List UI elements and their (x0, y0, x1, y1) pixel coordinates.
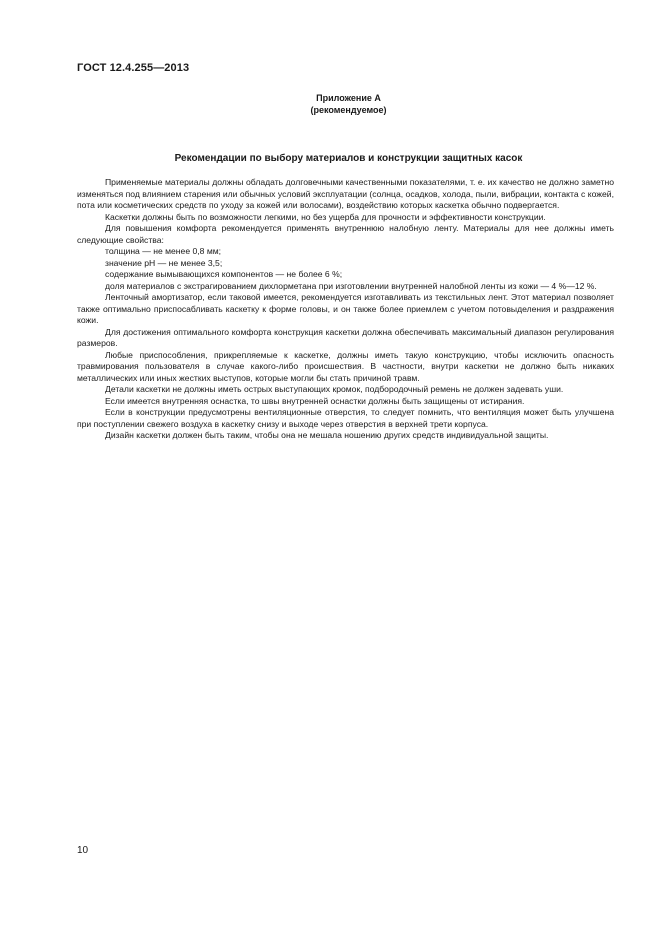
annex-title: Приложение А (316, 93, 381, 103)
list-item: доля материалов с экстрагированием дихлорметана при изготовлении внутренней налобной ленты из кожи — 4 %—12 %. (105, 280, 597, 291)
paragraph: Если в конструкции предусмотрены вентиляционные отверстия, то следует помнить, что вентиляция может быть улучшена при поступлении свежего воздуха в каскетку снизу и выходе через отверстия в верхней трети корпуса. (77, 407, 614, 429)
list-item: значение pH — не менее 3,5; (105, 257, 223, 268)
annex-heading (0, 92, 661, 116)
paragraph: Дизайн каскетки должен быть таким, чтобы она не мешала ношению других средств индивидуальной защиты. (105, 430, 549, 440)
page-number: 10 (77, 845, 89, 856)
annex-status: (рекомендуемое) (310, 105, 387, 115)
body-text (77, 177, 614, 442)
paragraph: Если имеется внутренняя оснастка, то швы внутренней оснастки должны быть защищены от истирания. (105, 395, 525, 406)
paragraph: Ленточный амортизатор, если таковой имеется, рекомендуется изготавливать из текстильных лент. Этот материал позволяет также оптимально приспосабливать каскетку к форме головы, и он также более приемлем с учетом потовыделения и раздражения кожи. (77, 292, 614, 325)
list-item: содержание вымывающихся компонентов — не более 6 %; (105, 269, 343, 279)
paragraph: Каскетки должны быть по возможности легкими, но без ущерба для прочности и эффективности конструкции. (105, 211, 546, 222)
section-title: Рекомендации по выбору материалов и конструкции защитных касок (174, 153, 523, 164)
list-item: толщина — не менее 0,8 мм; (105, 246, 222, 256)
document-code: ГОСТ 12.4.255—2013 (77, 62, 190, 74)
paragraph: Для повышения комфорта рекомендуется применять внутреннюю налобную ленту. Материалы для нее должны иметь следующие свойства: (77, 223, 614, 245)
paragraph: Для достижения оптимального комфорта конструкция каскетки должна обеспечивать максимальный диапазон регулирования размеров. (77, 326, 614, 348)
paragraph: Применяемые материалы должны обладать долговечными качественными показателями, т. е. их качество не должно заметно изменяться под влиянием старения или обычных условий эксплуатации (солнца, осадков, холода, пыли, вибрации, контакта с кожей, пота или косметических средств по уходу за кожей или волосами), воздействию которых каскетка обычно подвергается. (77, 177, 614, 210)
paragraph: Детали каскетки не должны иметь острых выступающих кромок, подбородочный ремень не должен задевать уши. (105, 384, 564, 394)
paragraph: Любые приспособления, прикрепляемые к каскетке, должны иметь такую конструкцию, чтобы исключить опасность травмирования пользователя в случае какого-либо происшествия. В частности, внутри каскетки не должно быть никаких металлических или иных жестких выступов, которые могли бы стать причиной травм. (77, 349, 614, 383)
